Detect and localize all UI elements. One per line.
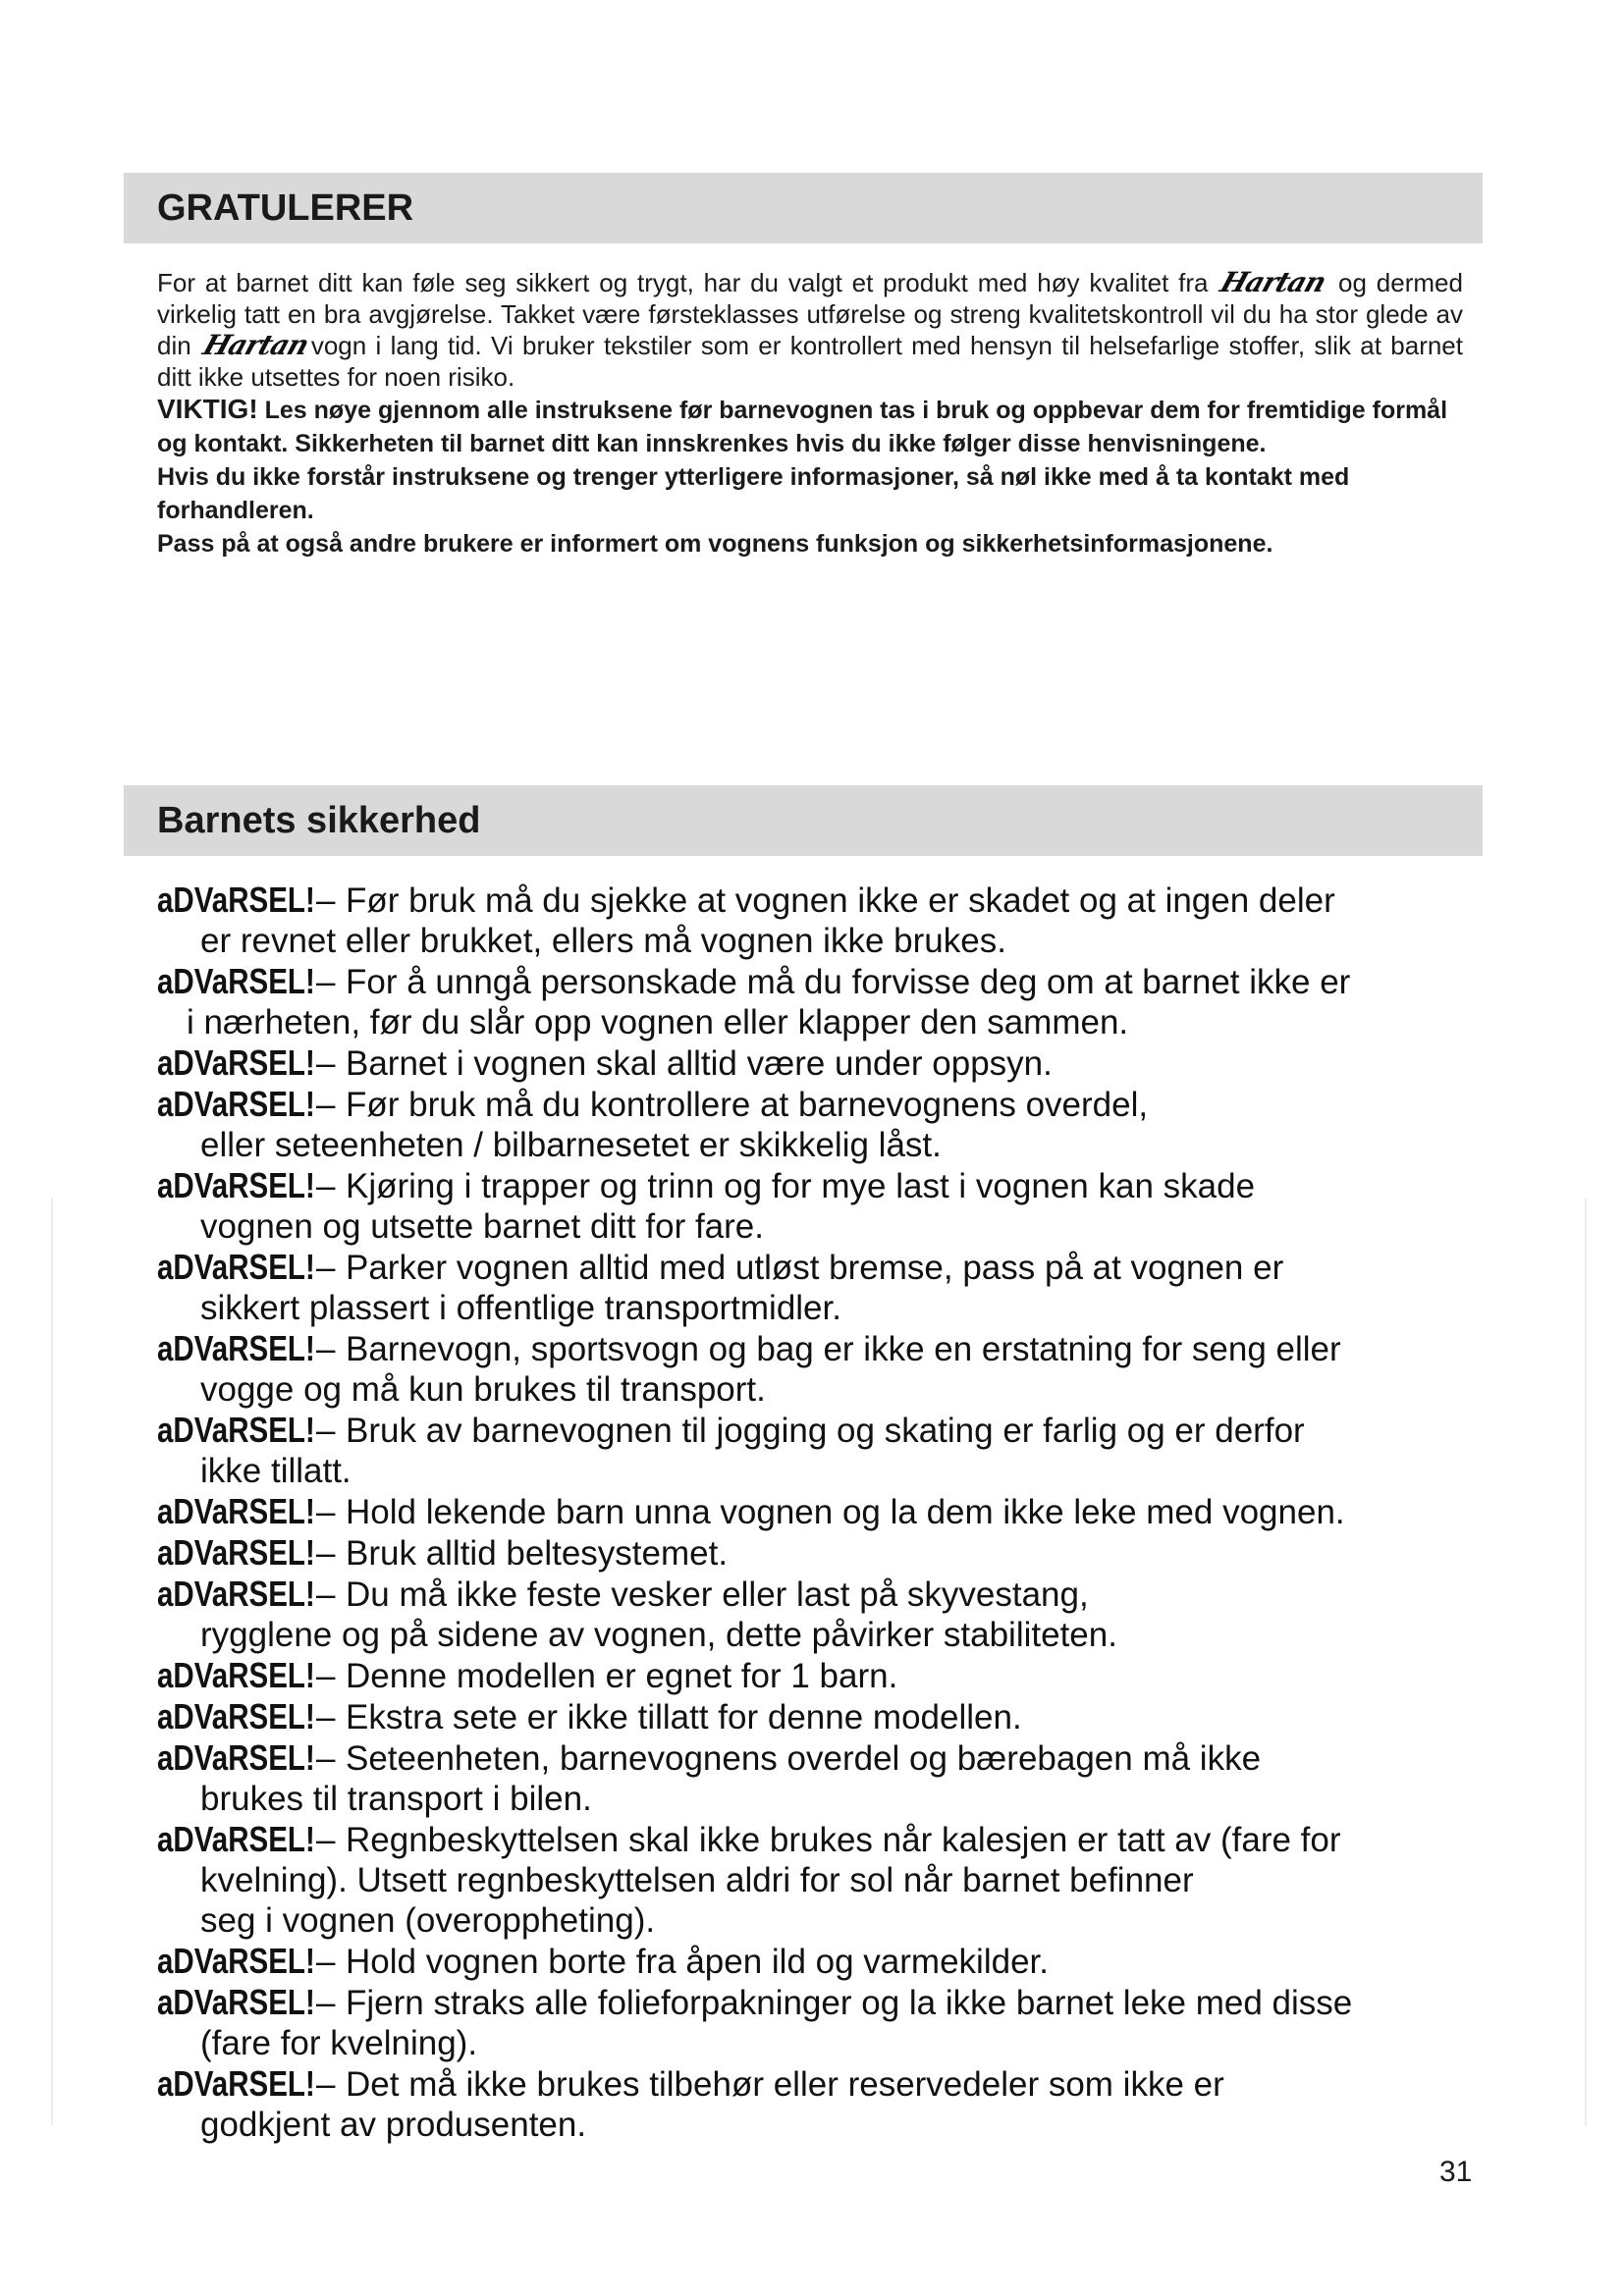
warning-label: aDVaRSEL!	[157, 1491, 315, 1531]
warning-dash: –	[316, 1698, 336, 1736]
warning-label: aDVaRSEL!	[157, 1941, 315, 1981]
warning-text: Regnbeskyttelsen skal ikke brukes når kalesjen er tatt av (fare for	[346, 1821, 1341, 1859]
warning-continuation: (fare for kvelning).	[200, 2024, 478, 2062]
warning-dash: –	[316, 1044, 336, 1083]
warning-first-line	[157, 1410, 1492, 1451]
warning-first-line	[157, 1655, 1492, 1696]
warning-dash: –	[316, 1412, 336, 1450]
warning-item	[157, 1084, 1492, 1165]
pass-paragraph: Pass på at også andre brukere er informert om vognens funksjon og sikkerhetsinformasjonene.	[157, 530, 1273, 558]
warning-text: For å unngå personskade må du forvisse deg om at barnet ikke er	[346, 963, 1351, 1001]
warning-label: aDVaRSEL!	[157, 1655, 315, 1695]
warning-label: aDVaRSEL!	[157, 1532, 315, 1573]
warning-item	[157, 961, 1492, 1042]
warning-text: Barnevogn, sportsvogn og bag er ikke en erstatning for seng eller	[346, 1330, 1341, 1368]
warning-first-line	[157, 961, 1492, 1002]
warning-first-line	[157, 1941, 1492, 1982]
warning-label: aDVaRSEL!	[157, 961, 315, 1001]
warning-text: Hold lekende barn unna vognen og la dem ikke leke med vognen.	[346, 1493, 1345, 1531]
warning-text: Du må ikke feste vesker eller last på skyvestang,	[346, 1575, 1089, 1614]
warning-item	[157, 1165, 1492, 1247]
warning-continuation: kvelning). Utsett regnbeskyttelsen aldri for sol når barnet befinner	[200, 1861, 1194, 1899]
warning-item	[157, 1574, 1492, 1655]
warning-label: aDVaRSEL!	[157, 1042, 315, 1083]
warning-list	[157, 880, 1492, 2145]
intro-text-part2: og dermed virkelig tatt en bra avgjørelse. Takket være førsteklasses utførelse og streng kvalitetskontroll vil du ha stor glede av din	[157, 268, 1463, 360]
warning-continuation: vognen og utsette barnet ditt for fare.	[200, 1207, 764, 1246]
warning-label: aDVaRSEL!	[157, 1737, 315, 1778]
info-paragraph: Hvis du ikke forstår instruksene og trenger ytterligere informasjoner, så nøl ikke med å ta kontakt med forhandleren.	[157, 463, 1350, 524]
warning-text: Det må ikke brukes tilbehør eller reservedeler som ikke er	[346, 2065, 1224, 2104]
warning-dash: –	[316, 1167, 336, 1205]
warning-continuation: ikke tillatt.	[200, 1452, 352, 1490]
page-edge-right	[1585, 1198, 1587, 2125]
warning-first-line	[157, 1819, 1492, 1860]
brand-logo: Hartan	[1217, 266, 1330, 298]
warning-label: aDVaRSEL!	[157, 880, 315, 920]
warning-text: Seteenheten, barnevognens overdel og bærebagen må ikke	[346, 1739, 1262, 1778]
warning-continuation: godkjent av produsenten.	[200, 2106, 587, 2144]
warning-text: Parker vognen alltid med utløst bremse, pass på at vognen er	[346, 1249, 1284, 1287]
warning-text: Denne modellen er egnet for 1 barn.	[346, 1657, 898, 1695]
warning-first-line	[157, 2063, 1492, 2105]
warning-continuation: sikkert plassert i offentlige transportmidler.	[200, 1289, 841, 1327]
warning-first-line	[157, 1982, 1492, 2023]
warning-dash: –	[316, 1330, 336, 1368]
warning-text: Bruk av barnevognen til jogging og skating er farlig og er derfor	[346, 1412, 1305, 1450]
page-number: 31	[1439, 2156, 1473, 2188]
warning-label: aDVaRSEL!	[157, 1328, 315, 1368]
warning-dash: –	[316, 1821, 336, 1859]
warning-item	[157, 1737, 1492, 1819]
warning-text: Bruk alltid beltesystemet.	[346, 1534, 729, 1573]
warning-first-line	[157, 880, 1492, 921]
section-title: Barnets sikkerhed	[157, 799, 481, 841]
page-edge-left	[51, 1198, 53, 2125]
warning-dash: –	[316, 1657, 336, 1695]
warning-item	[157, 1247, 1492, 1328]
warning-label: aDVaRSEL!	[157, 1819, 315, 1859]
warning-text: Før bruk må du sjekke at vognen ikke er skadet og at ingen deler	[346, 881, 1335, 920]
warning-dash: –	[316, 881, 336, 920]
warning-first-line	[157, 1696, 1492, 1737]
intro-text-part1: For at barnet ditt kan føle seg sikkert og trygt, har du valgt et produkt med høy kvalitet fra	[157, 268, 1209, 297]
warning-continuation: vogge og må kun brukes til transport.	[200, 1370, 766, 1409]
warning-label: aDVaRSEL!	[157, 1696, 315, 1736]
warning-text: Barnet i vognen skal alltid være under oppsyn.	[346, 1044, 1053, 1083]
warning-first-line	[157, 1328, 1492, 1369]
viktig-paragraph	[157, 393, 1463, 460]
warning-dash: –	[316, 1943, 336, 1981]
warning-label: aDVaRSEL!	[157, 2063, 315, 2104]
warning-dash: –	[316, 1984, 336, 2022]
warning-item	[157, 1532, 1492, 1574]
warning-first-line	[157, 1247, 1492, 1288]
warning-continuation: rygglene og på sidene av vognen, dette påvirker stabiliteten.	[200, 1616, 1117, 1654]
warning-first-line	[157, 1084, 1492, 1125]
section-header-gratulerer	[124, 173, 1483, 243]
brand-logo: Hartan	[198, 329, 313, 361]
warning-item	[157, 1696, 1492, 1737]
warning-text: Ekstra sete er ikke tillatt for denne modellen.	[346, 1698, 1022, 1736]
warning-dash: –	[316, 1086, 336, 1124]
warning-continuation: seg i vognen (overoppheting).	[200, 1901, 656, 1940]
warning-item	[157, 1328, 1492, 1410]
warning-first-line	[157, 1165, 1492, 1206]
warning-first-line	[157, 1491, 1492, 1532]
warning-item	[157, 880, 1492, 961]
warning-label: aDVaRSEL!	[157, 1982, 315, 2022]
warning-label: aDVaRSEL!	[157, 1410, 315, 1450]
warning-text: Kjøring i trapper og trinn og for mye last i vognen kan skade	[346, 1167, 1256, 1205]
warning-label: aDVaRSEL!	[157, 1165, 315, 1205]
warning-continuation: i nærheten, før du slår opp vognen eller klapper den sammen.	[187, 1003, 1129, 1041]
warning-item	[157, 1982, 1492, 2063]
warning-text: Før bruk må du kontrollere at barnevognens overdel,	[346, 1086, 1149, 1124]
warning-dash: –	[316, 2065, 336, 2104]
warning-continuation: er revnet eller brukket, ellers må vognen ikke brukes.	[200, 922, 1006, 960]
warning-label: aDVaRSEL!	[157, 1247, 315, 1287]
warning-first-line	[157, 1042, 1492, 1084]
warning-continuation: eller seteenheten / bilbarnesetet er skikkelig låst.	[200, 1126, 942, 1164]
section-title: GRATULERER	[157, 187, 414, 229]
warning-item	[157, 1042, 1492, 1084]
intro-section	[157, 267, 1463, 561]
warning-item	[157, 1410, 1492, 1491]
section-header-barnets-sikkerhed	[124, 785, 1483, 856]
warning-dash: –	[316, 1739, 336, 1778]
warning-dash: –	[316, 963, 336, 1001]
warning-continuation: brukes til transport i bilen.	[200, 1780, 592, 1818]
warning-label: aDVaRSEL!	[157, 1574, 315, 1614]
warning-dash: –	[316, 1493, 336, 1531]
warning-label: aDVaRSEL!	[157, 1084, 315, 1124]
warning-first-line	[157, 1532, 1492, 1574]
intro-text-part3: vogn i lang tid. Vi bruker tekstiler som er kontrollert med hensyn til helsefarlige stoffer, slik at barnet ditt ikke utsettes for noen risiko.	[157, 331, 1463, 392]
warning-item	[157, 1491, 1492, 1532]
warning-item	[157, 1941, 1492, 1982]
viktig-text: Les nøye gjennom alle instruksene før barnevognen tas i bruk og oppbevar dem for fremtidige formål og kontakt. Sikkerheten til barnet ditt kan innskrenkes hvis du ikke følger disse henvisningene.	[157, 397, 1448, 457]
warning-item	[157, 1655, 1492, 1696]
intro-paragraph	[157, 267, 1463, 393]
warning-text: Hold vognen borte fra åpen ild og varmekilder.	[346, 1943, 1049, 1981]
viktig-label: VIKTIG!	[157, 394, 258, 424]
warning-first-line	[157, 1574, 1492, 1615]
warning-item	[157, 2063, 1492, 2145]
warning-dash: –	[316, 1249, 336, 1287]
warning-first-line	[157, 1737, 1492, 1779]
warning-item	[157, 1819, 1492, 1941]
warning-dash: –	[316, 1575, 336, 1614]
warning-text: Fjern straks alle folieforpakninger og la ikke barnet leke med disse	[346, 1984, 1353, 2022]
warning-dash: –	[316, 1534, 336, 1573]
